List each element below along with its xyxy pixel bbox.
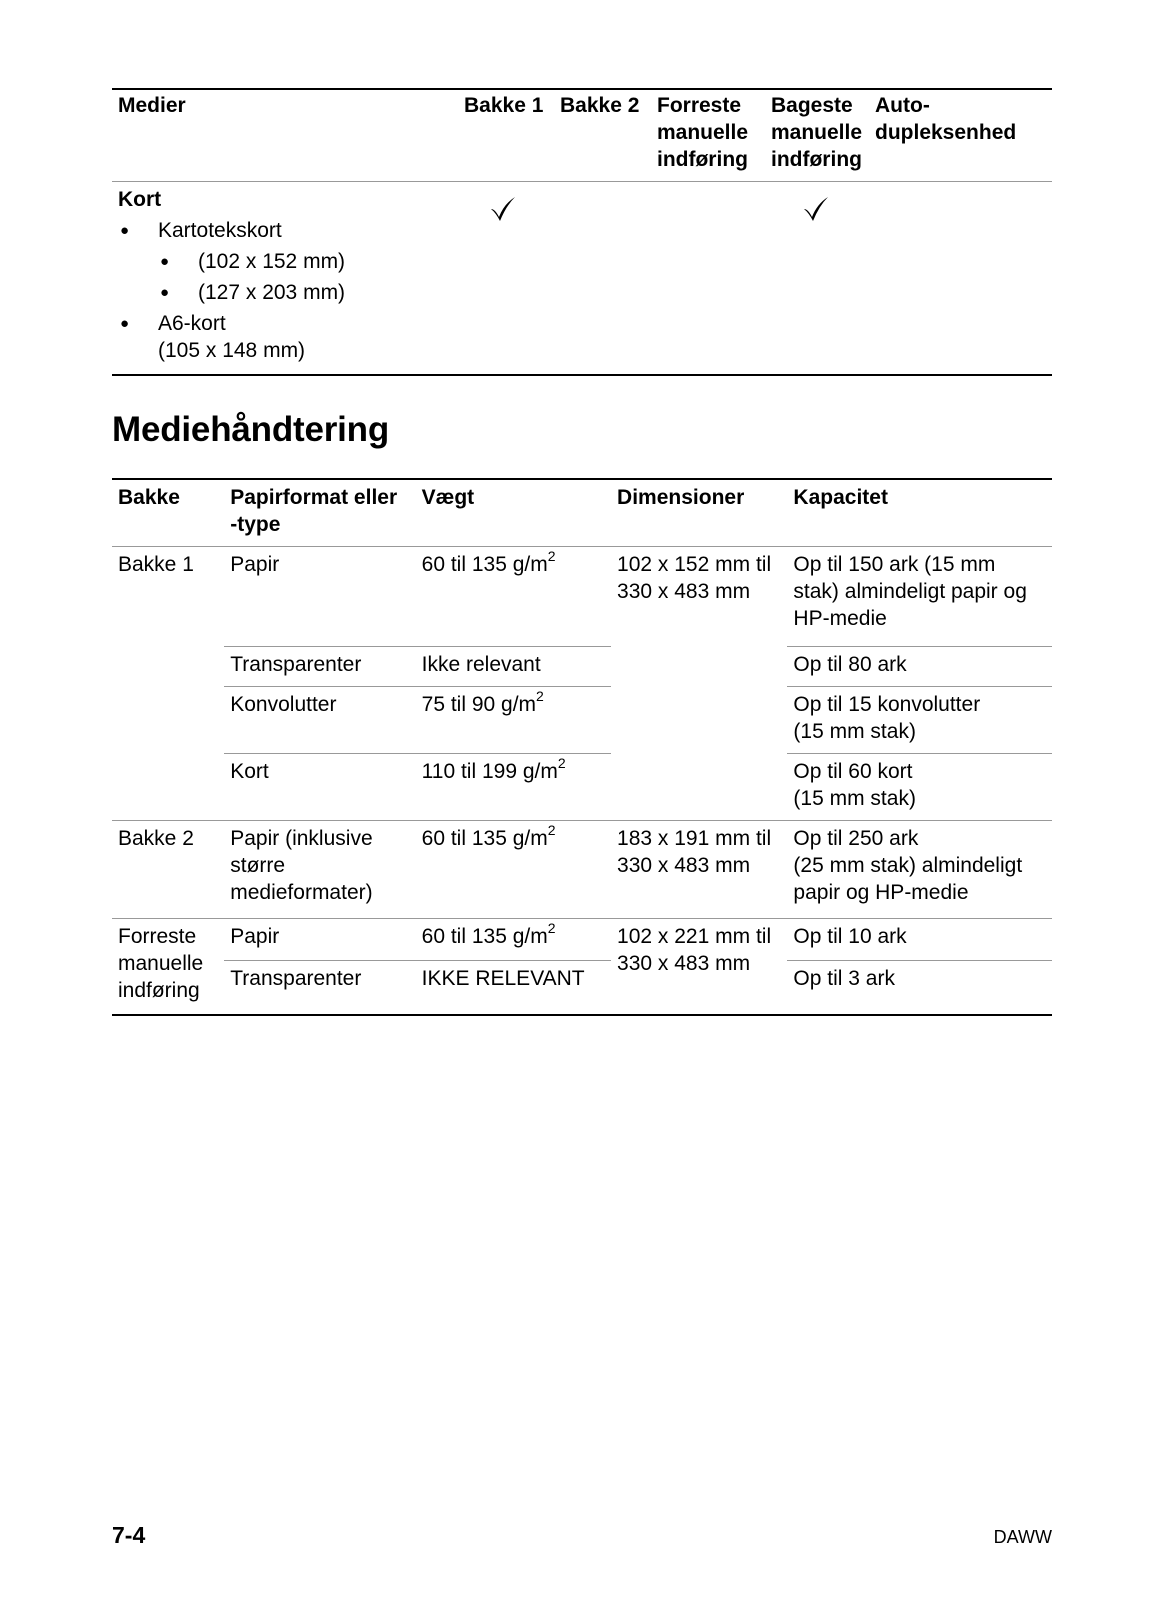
checkmark-icon <box>488 194 518 224</box>
page-number: 7-4 <box>112 1522 146 1548</box>
handling-table <box>112 478 1052 1016</box>
list-item <box>158 248 452 275</box>
table-row <box>112 919 1052 961</box>
format-cell: Papir (inklusive større medieformater) <box>224 821 415 919</box>
kap-line: Op til 15 konvolutter <box>793 693 981 716</box>
page <box>112 88 1052 1016</box>
list-item <box>158 279 452 306</box>
forreste-check-cell <box>651 182 765 376</box>
bakke2-check-cell <box>554 182 651 376</box>
header-bakke1: Bakke 1 <box>458 89 554 182</box>
item-label: A6-kort <box>158 312 226 335</box>
format-cell: Kort <box>224 754 415 821</box>
dim-line: 102 x 152 mm til <box>617 553 772 576</box>
kapacitet-cell: Op til 3 ark <box>787 960 1052 1015</box>
vaegt-cell <box>416 687 611 754</box>
handling-table-header <box>112 479 1052 547</box>
format-cell: Papir <box>224 547 415 647</box>
kapacitet-cell: Op til 150 ark (15 mm stak) almindeligt papir og HP-medie <box>787 547 1052 647</box>
vaegt-cell <box>416 754 611 821</box>
item-label: (127 x 203 mm) <box>198 281 346 304</box>
vaegt-cell <box>416 547 611 647</box>
format-cell: Transparenter <box>224 647 415 687</box>
table-row <box>112 647 1052 687</box>
bakke-cell: Bakke 2 <box>112 821 224 919</box>
checkmark-icon <box>801 194 831 224</box>
kap-line: Op til 60 kort <box>793 760 913 783</box>
vaegt-sup: 2 <box>547 920 556 936</box>
vaegt-cell <box>416 919 611 961</box>
list-item <box>118 217 452 306</box>
item-label: (105 x 148 mm) <box>158 339 306 362</box>
dimensioner-cell <box>611 919 787 1016</box>
vaegt-value: 110 til 199 g/m <box>421 760 558 783</box>
category-title: Kort <box>118 188 162 211</box>
dim-line: 330 x 483 mm <box>617 854 751 877</box>
header-vaegt: Vægt <box>421 486 475 509</box>
table-row <box>112 182 1052 376</box>
kap-line: (25 mm stak) almindeligt papir og HP-medie <box>793 854 1023 904</box>
dim-line: 330 x 483 mm <box>617 580 751 603</box>
vaegt-cell: Ikke relevant <box>416 647 611 687</box>
vaegt-cell: IKKE RELEVANT <box>416 960 611 1015</box>
header-dimensioner: Dimensioner <box>617 486 745 509</box>
header-kapacitet: Kapacitet <box>793 486 888 509</box>
bakke-cell: Forreste manuelle indføring <box>112 919 224 1016</box>
list-item <box>118 310 452 364</box>
vaegt-sup: 2 <box>547 822 556 838</box>
kapacitet-cell <box>787 821 1052 919</box>
format-cell: Papir <box>224 919 415 961</box>
section-title: Mediehåndtering <box>112 410 390 449</box>
vaegt-cell <box>416 821 611 919</box>
doc-code: DAWW <box>993 1527 1052 1547</box>
dimensioner-cell <box>611 547 787 821</box>
kap-line: (15 mm stak) <box>793 787 916 810</box>
table-row <box>112 547 1052 647</box>
header-bakke: Bakke <box>118 486 180 509</box>
media-list <box>118 217 452 364</box>
kapacitet-cell <box>787 687 1052 754</box>
vaegt-value: 75 til 90 g/m <box>421 693 537 716</box>
vaegt-sup: 2 <box>536 688 544 704</box>
bakke-label: Bakke 1 <box>118 553 194 576</box>
item-label: Kartotekskort <box>158 219 282 242</box>
media-cell <box>112 182 458 376</box>
header-bakke2: Bakke 2 <box>554 89 651 182</box>
item-label: (102 x 152 mm) <box>198 250 346 273</box>
vaegt-value: 60 til 135 g/m <box>421 925 548 948</box>
table-row <box>112 960 1052 1015</box>
kapacitet-cell <box>787 754 1052 821</box>
format-cell: Transparenter <box>224 960 415 1015</box>
sub-list <box>158 248 452 306</box>
vaegt-sup: 2 <box>557 755 566 771</box>
header-bageste: Bageste manuelle indføring <box>765 89 869 182</box>
header-auto: Auto-dupleksenhed <box>869 89 1052 182</box>
table-row <box>112 754 1052 821</box>
kapacitet-cell: Op til 80 ark <box>787 647 1052 687</box>
auto-check-cell <box>869 182 1052 376</box>
media-table-header <box>112 89 1052 182</box>
vaegt-value: 60 til 135 g/m <box>421 827 548 850</box>
dim-line: 183 x 191 mm til <box>617 827 772 850</box>
media-table <box>112 88 1052 376</box>
kapacitet-cell: Op til 10 ark <box>787 919 1052 961</box>
dim-line: 330 x 483 mm <box>617 952 751 975</box>
bakke-cell <box>112 547 224 821</box>
dimensioner-cell <box>611 821 787 919</box>
kap-line: Op til 250 ark <box>793 827 919 850</box>
header-format: Papirformat eller -type <box>230 486 398 536</box>
bakke1-check-cell <box>458 182 554 376</box>
dim-line: 102 x 221 mm til <box>617 925 772 948</box>
vaegt-sup: 2 <box>547 548 556 564</box>
table-row <box>112 821 1052 919</box>
kap-line: (15 mm stak) <box>793 720 916 743</box>
table-row <box>112 687 1052 754</box>
format-cell: Konvolutter <box>224 687 415 754</box>
header-medier: Medier <box>112 89 458 182</box>
vaegt-value: 60 til 135 g/m <box>421 553 548 576</box>
header-forreste: Forreste manuelle indføring <box>651 89 765 182</box>
bageste-check-cell <box>765 182 869 376</box>
